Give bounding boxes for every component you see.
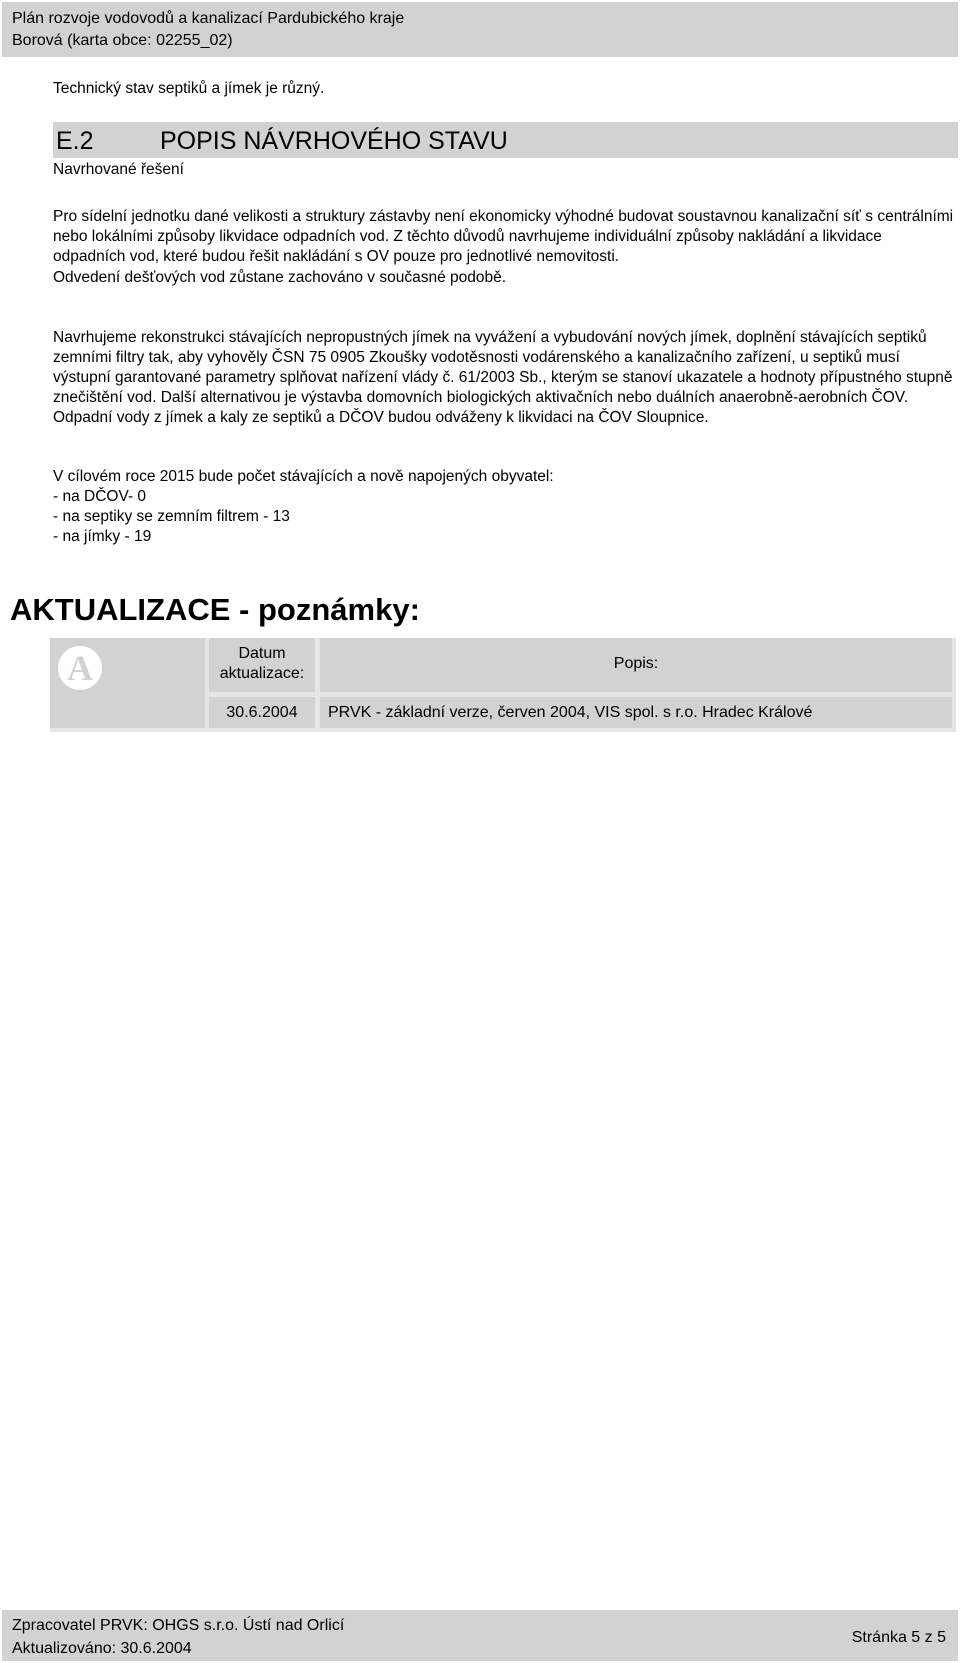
- page-header: [2, 2, 958, 57]
- paragraph-3: Navrhujeme rekonstrukci stávajících nepropustných jímek na vyvážení a vybudování nových jímek, doplnění stávajících septiků zemními filtry tak, aby vyhověly ČSN 75 0905 Zkoušky vodotěsnosti vodárenského a kanalizačního zařízení, u septiků musí výstupní garantované parametry splňovat nařízení vlády č. 61/2003 Sb., kterým se stanoví ukazatele a hodnoty přípustného stupně znečištění vod. Další alternativou je výstavba domovních biologických aktivačních nebo duálních anaerobně-aerobních ČOV. Odpadní vody z jímek a kaly ze septiků a DČOV budou odváženy k likvidaci na ČOV Sloupnice.: [53, 329, 953, 426]
- paragraph-1: Pro sídelní jednotku dané velikosti a struktury zástavby není ekonomicky výhodné budovat soustavnou kanalizační síť s centrálními nebo lokálními způsoby likvidace odpadních vod. Z těchto důvodů navrhujeme individuální způsoby nakládání a likvidace odpadních vod, které budou řešit nakládání s OV pouze pro jednotlivé nemovitosti.: [53, 208, 954, 265]
- update-logo-icon: A: [58, 646, 102, 690]
- section-heading: [53, 122, 958, 158]
- update-table: [50, 638, 956, 732]
- footer-processor: Zpracovatel PRVK: OHGS s.r.o. Ústí nad Orlicí: [12, 1617, 345, 1634]
- header-title: Plán rozvoje vodovodů a kanalizací Pardubického kraje: [12, 10, 405, 27]
- list-item: - na DČOV- 0: [53, 488, 147, 505]
- aktualizace-heading: AKTUALIZACE - poznámky:: [10, 592, 420, 627]
- header-subtitle: Borová (karta obce: 02255_02): [12, 32, 233, 49]
- update-date: 30.6.2004: [226, 704, 298, 721]
- date-header: Datum aktualizace:: [219, 645, 305, 682]
- footer-updated: Aktualizováno: 30.6.2004: [12, 1640, 192, 1657]
- section-title: POPIS NÁVRHOVÉHO STAVU: [160, 127, 508, 155]
- update-date-cell: [209, 697, 315, 728]
- list-item: - na septiky se zemním filtrem - 13: [53, 508, 290, 525]
- paragraph-4: V cílovém roce 2015 bude počet stávajících a nově napojených obyvatel:: [53, 468, 554, 485]
- footer-page-number: Stránka 5 z 5: [851, 1629, 946, 1646]
- desc-header-cell: [320, 638, 952, 692]
- list-item: - na jímky - 19: [53, 528, 152, 545]
- intro-line: Technický stav septiků a jímek je různý.: [53, 80, 325, 97]
- section-subheading: Navrhované řešení: [53, 161, 184, 178]
- paragraph-2: Odvedení dešťových vod zůstane zachováno v současné podobě.: [53, 269, 507, 286]
- desc-header: Popis:: [613, 655, 659, 672]
- page-footer: [2, 1610, 958, 1661]
- logo-cell: [50, 638, 205, 728]
- section-number: E.2: [56, 127, 94, 155]
- date-header-cell: [209, 638, 315, 692]
- update-desc: PRVK - základní verze, červen 2004, VIS spol. s r.o. Hradec Králové: [328, 704, 813, 721]
- update-desc-cell: [320, 697, 952, 728]
